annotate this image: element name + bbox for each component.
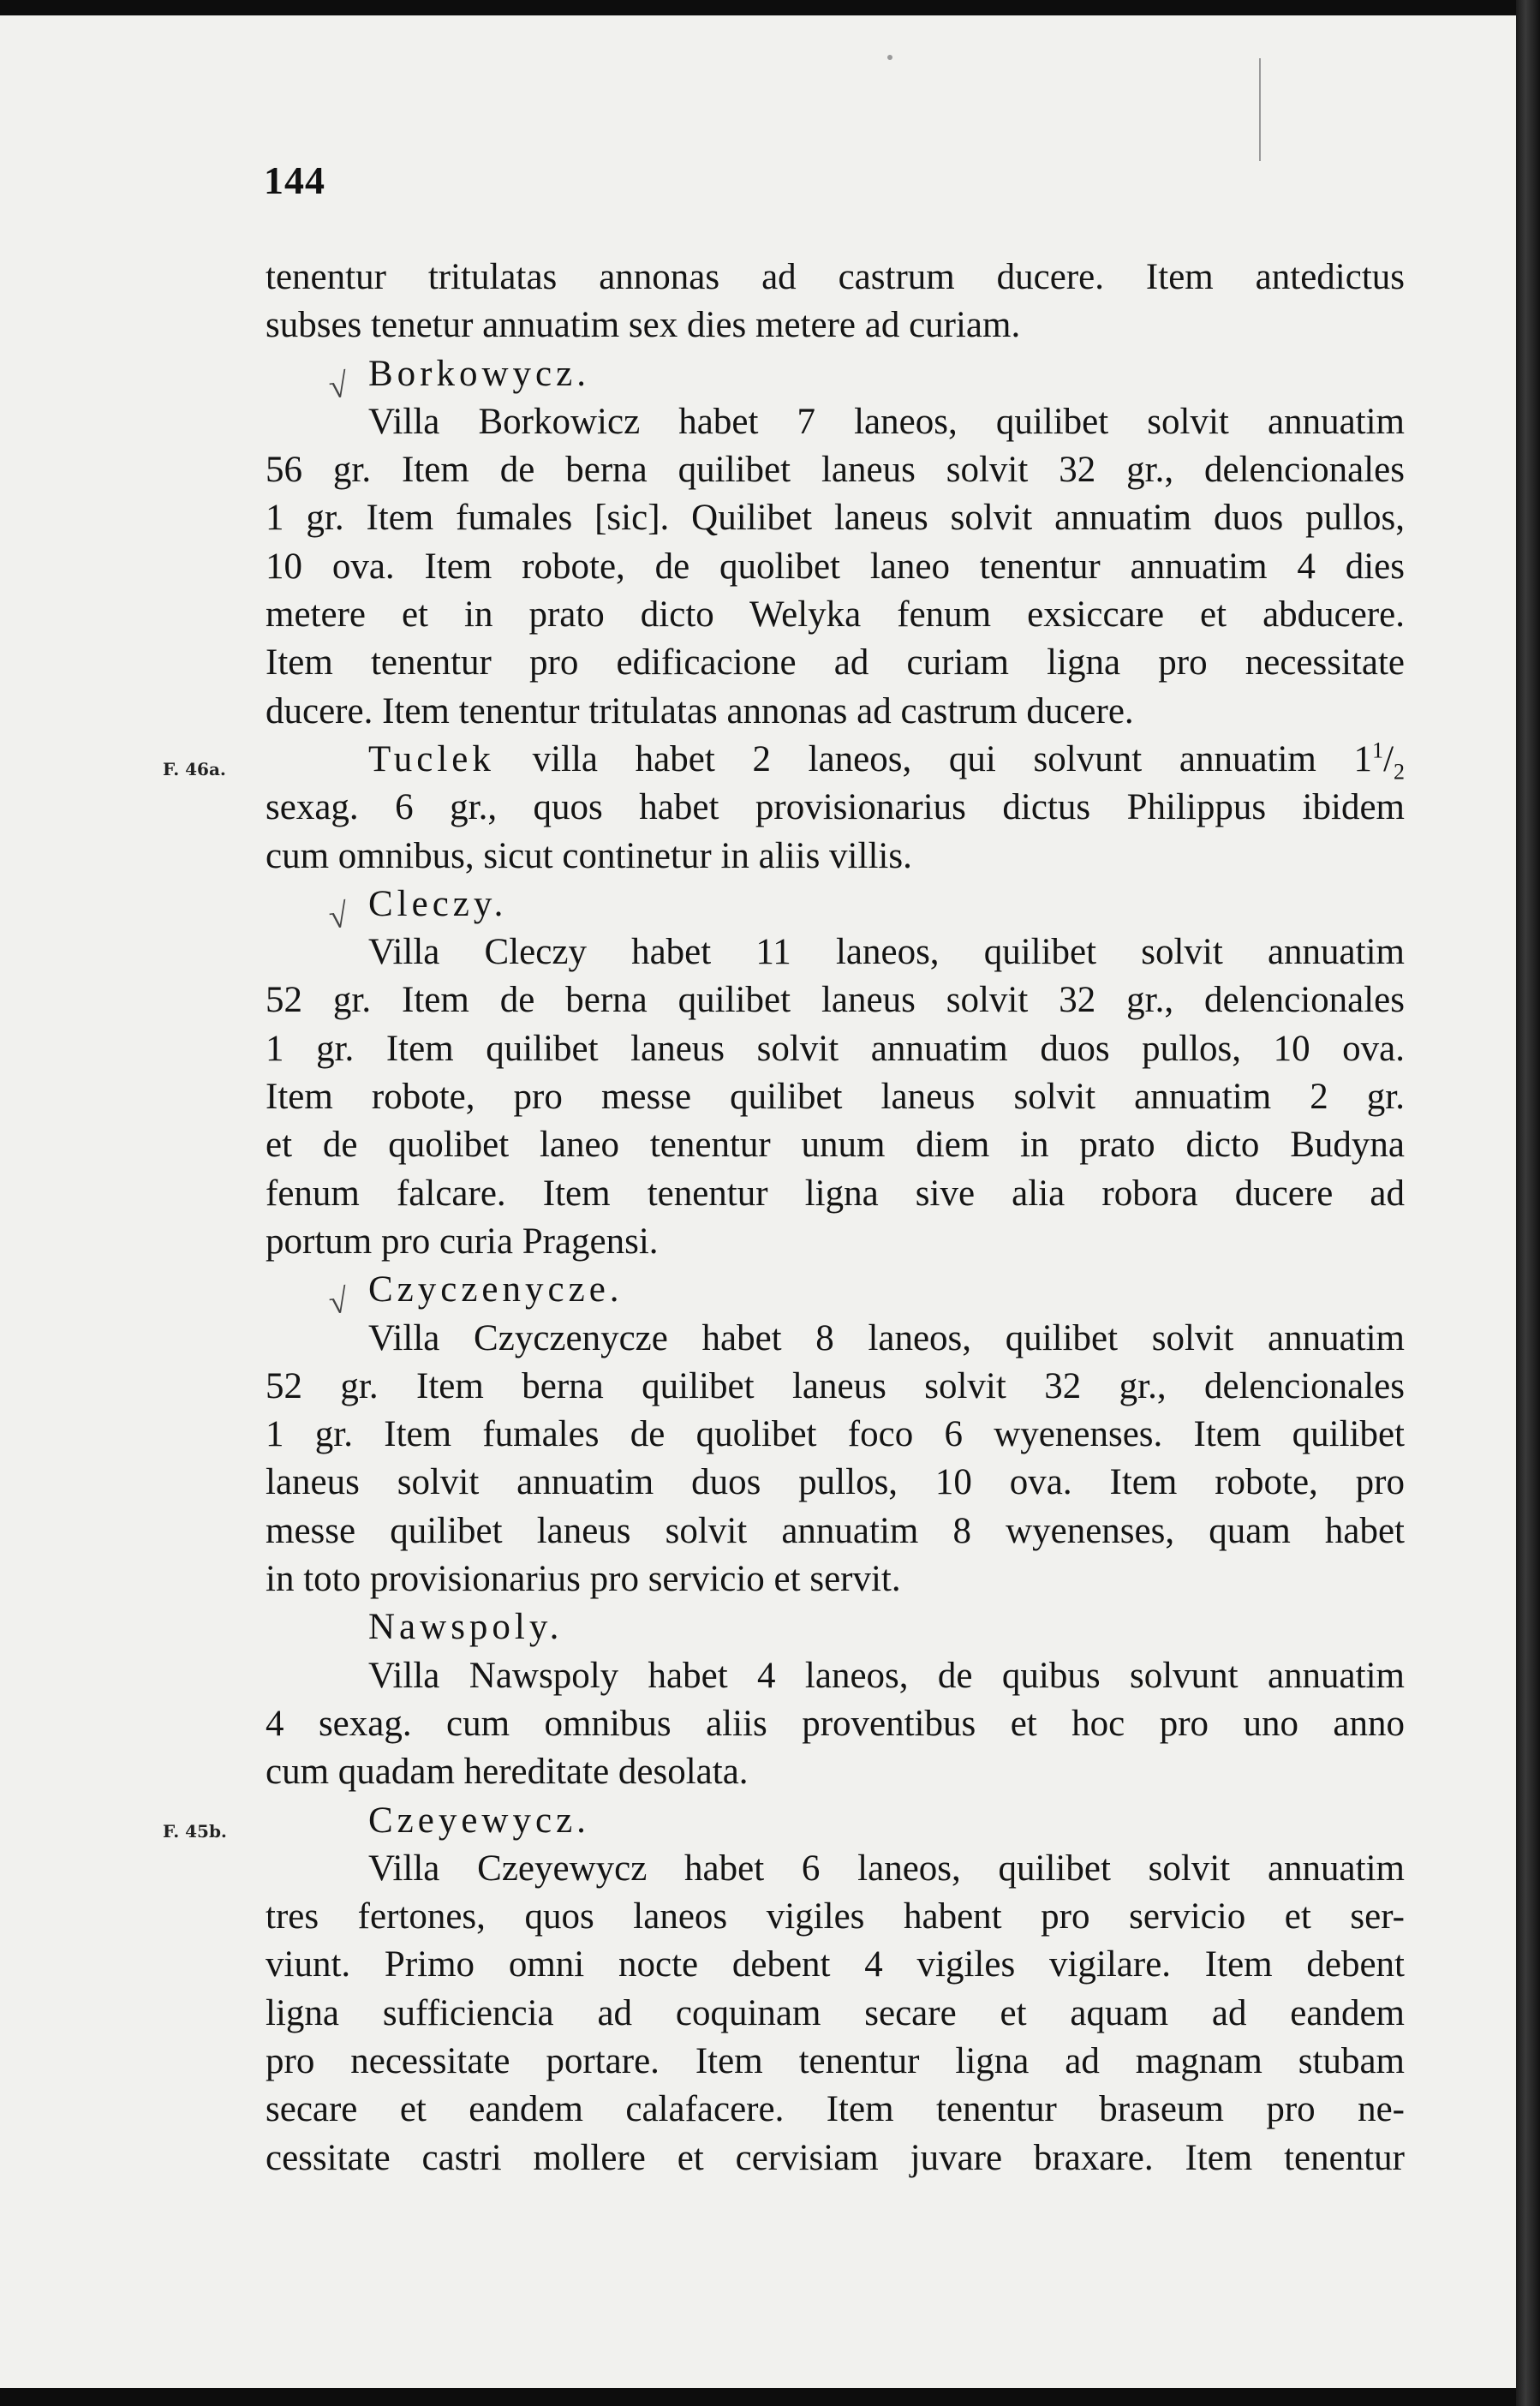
- margin-note-folio-45b: F. 45b.: [163, 1821, 227, 1842]
- text-line: Villa Cleczy habet 11 laneos, quilibet solvit annuatim: [368, 932, 1405, 973]
- text-line: metere et in prato dicto Welyka fenum exsiccare et abducere.: [266, 594, 1405, 636]
- section-heading-czyczenycze: √ Czyczenycze.: [266, 1266, 1405, 1314]
- text-line: Villa Nawspoly habet 4 laneos, de quibus solvunt annuatim: [368, 1655, 1405, 1696]
- text-line: Villa Czeyewycz habet 6 laneos, quilibet solvit annuatim: [368, 1848, 1405, 1889]
- text-line: 1 gr. Item fumales [sic]. Quilibet laneus solvit annuatim duos pullos,: [266, 498, 1405, 539]
- page-edge: [1516, 0, 1540, 2406]
- checkmark-icon: √: [326, 894, 355, 936]
- section-heading-nawspoly: Nawspoly.: [368, 1607, 564, 1648]
- text-line: cessitate castri mollere et cervisiam juvare braxare. Item tenentur: [266, 2137, 1405, 2178]
- text-line: ducere. Item tenentur tritulatas annonas ad castrum ducere.: [266, 690, 1134, 731]
- text-line: viunt. Primo omni nocte debent 4 vigiles vigilare. Item debent: [266, 1944, 1405, 1985]
- text-line: Villa Czyczenycze habet 8 laneos, quilibet solvit annuatim: [368, 1317, 1405, 1358]
- section-heading-borkowycz: √ Borkowycz.: [266, 350, 1405, 398]
- text-line: Item robote, pro messe quilibet laneus solvit annuatim 2 gr.: [266, 1077, 1405, 1118]
- section-heading-cleczy: √ Cleczy.: [266, 881, 1405, 928]
- text-line: 1 gr. Item fumales de quolibet foco 6 wyenenses. Item quilibet: [266, 1414, 1405, 1455]
- text-line: tres fertones, quos laneos vigiles habent pro servicio et ser-: [266, 1896, 1405, 1937]
- book-page: [0, 15, 1516, 2388]
- margin-note-folio-46a: F. 46a.: [163, 759, 226, 779]
- checkmark-icon: √: [326, 364, 355, 406]
- text-line: messe quilibet laneus solvit annuatim 8 wyenenses, quam habet: [266, 1510, 1405, 1551]
- text-line: 1 gr. Item quilibet laneus solvit annuatim duos pullos, 10 ova.: [266, 1028, 1405, 1069]
- scan-dot: [887, 55, 892, 60]
- text-line: et de quolibet laneo tenentur unum diem in prato dicto Budyna: [266, 1125, 1405, 1166]
- text-line: subses tenetur annuatim sex dies metere ad curiam.: [266, 305, 1021, 346]
- text-line: 56 gr. Item de berna quilibet laneus solvit 32 gr., delencionales: [266, 450, 1405, 491]
- text-line-tuclek: Tuclek villa habet 2 laneos, qui solvunt annuatim $1^1/_2$: [368, 737, 1406, 785]
- text-line: cum omnibus, sicut continetur in aliis villis.: [266, 835, 912, 876]
- checkmark-icon: √: [326, 1280, 355, 1322]
- text-line: secare et eandem calafacere. Item tenentur braseum pro ne-: [266, 2089, 1405, 2130]
- text-line: fenum falcare. Item tenentur ligna sive alia robora ducere ad: [266, 1173, 1405, 1214]
- text-line: 52 gr. Item berna quilibet laneus solvit 32 gr., delencionales: [266, 1365, 1405, 1406]
- page-number: 144: [264, 158, 325, 202]
- text-line: pro necessitate portare. Item tenentur ligna ad magnam stubam: [266, 2040, 1405, 2081]
- village-name-tuclek: Tuclek: [368, 738, 495, 779]
- body-text: [266, 254, 1405, 2182]
- text-line: Villa Borkowicz habet 7 laneos, quilibet solvit annuatim: [368, 401, 1405, 442]
- text-line: Item tenentur pro edificacione ad curiam ligna pro necessitate: [266, 642, 1405, 684]
- text-line: 10 ova. Item robote, de quolibet laneo tenentur annuatim 4 dies: [266, 546, 1405, 587]
- scan-mark: [1259, 58, 1261, 161]
- section-heading-czeyewycz: Czeyewycz.: [368, 1800, 590, 1841]
- text-line: tenentur tritulatas annonas ad castrum ducere. Item antedictus: [266, 257, 1405, 297]
- text-line: 52 gr. Item de berna quilibet laneus solvit 32 gr., delencionales: [266, 980, 1405, 1021]
- text-line: laneus solvit annuatim duos pullos, 10 ova. Item robote, pro: [266, 1462, 1405, 1503]
- text-line: portum pro curia Pragensi.: [266, 1221, 659, 1262]
- text-line: in toto provisionarius pro servicio et servit.: [266, 1559, 901, 1600]
- text-line: ligna sufficiencia ad coquinam secare et aquam ad eandem: [266, 1992, 1405, 2033]
- text-line: cum quadam hereditate desolata.: [266, 1752, 749, 1793]
- text-line: sexag. 6 gr., quos habet provisionarius dictus Philippus ibidem: [266, 787, 1405, 828]
- text-line: 4 sexag. cum omnibus aliis proventibus et hoc pro uno anno: [266, 1703, 1405, 1744]
